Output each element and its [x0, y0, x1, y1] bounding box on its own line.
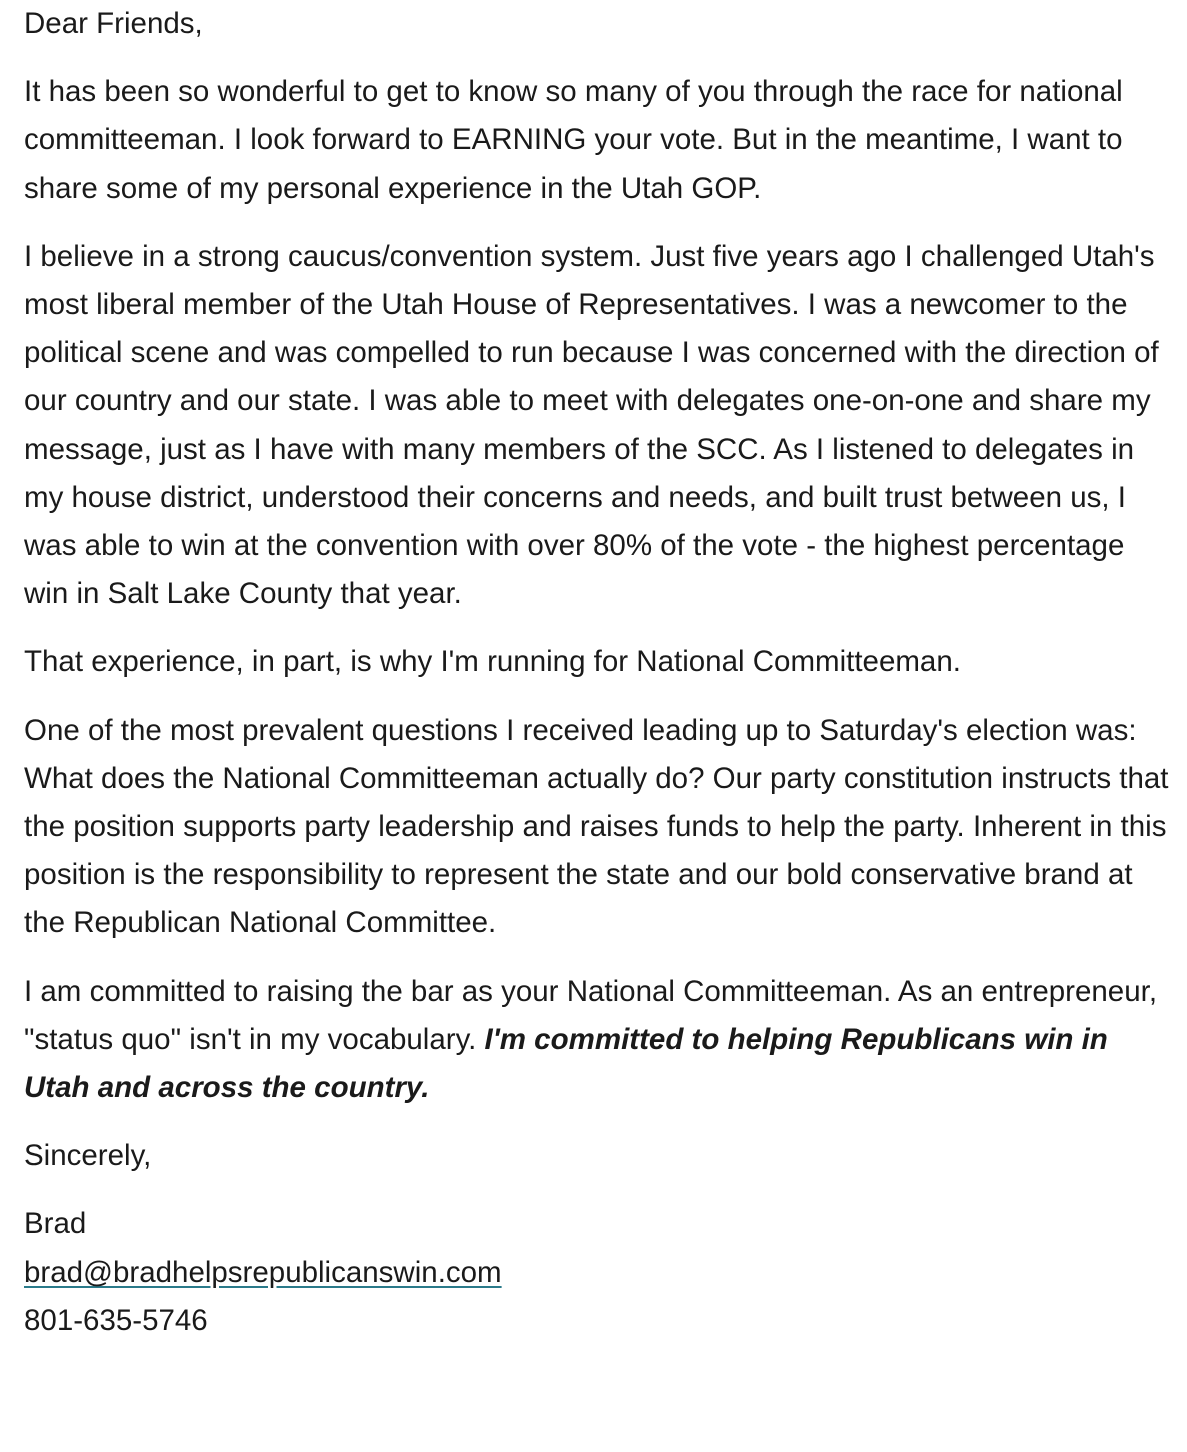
signature-name: Brad [24, 1207, 87, 1241]
paragraph-intro: It has been so wonderful to get to know so many of you through the race for national committeeman. I look forward to EARNING your vote. But in the meantime, I want to share some of my personal experience in the Utah GOP. [24, 75, 1123, 205]
greeting: Dear Friends, [24, 7, 203, 40]
commitment-text: I am committed to raising the bar as your National Committeeman. As an entrepreneur, "status quo" isn't in my vocabulary. [24, 974, 1158, 1056]
closing: Sincerely, [24, 1139, 152, 1173]
phone-number: 801-635-5746 [24, 1303, 208, 1337]
commitment-emphasis: I'm committed to helping Republicans win in Utah and across the country. [24, 1022, 1108, 1105]
paragraph-experience: I believe in a strong caucus/convention system. Just five years ago I challenged Utah's most liberal member of the Utah House of Representatives. I was a newcomer to the political scene and was compelled to run because I was concerned with the direction of our country and our state. I was able to meet with delegates one-on-one and share my message, just as I have with many members of the SCC. As I listened to delegates in my house district, understood their concerns and needs, and built trust between us, I was able to win at the convention with over 80% of the vote - the highest percentage win in Salt Lake County that year. [24, 239, 1159, 611]
email-link[interactable]: brad@bradhelpsrepublicanswin.com [24, 1255, 502, 1289]
paragraph-role: One of the most prevalent questions I received leading up to Saturday's election was: What does the National Committeeman actually do? Our party constitution instructs that the position supports party leadership and raises funds to help the party. Inherent in this position is the responsibility to represent the state and our bold conservative brand at the Republican National Committee. [24, 713, 1169, 940]
signature-block [24, 1200, 1174, 1345]
paragraph-commitment [24, 968, 1174, 1113]
paragraph-motivation: That experience, in part, is why I'm running for National Committeeman. [24, 645, 961, 679]
letter-body [24, 0, 1174, 1345]
